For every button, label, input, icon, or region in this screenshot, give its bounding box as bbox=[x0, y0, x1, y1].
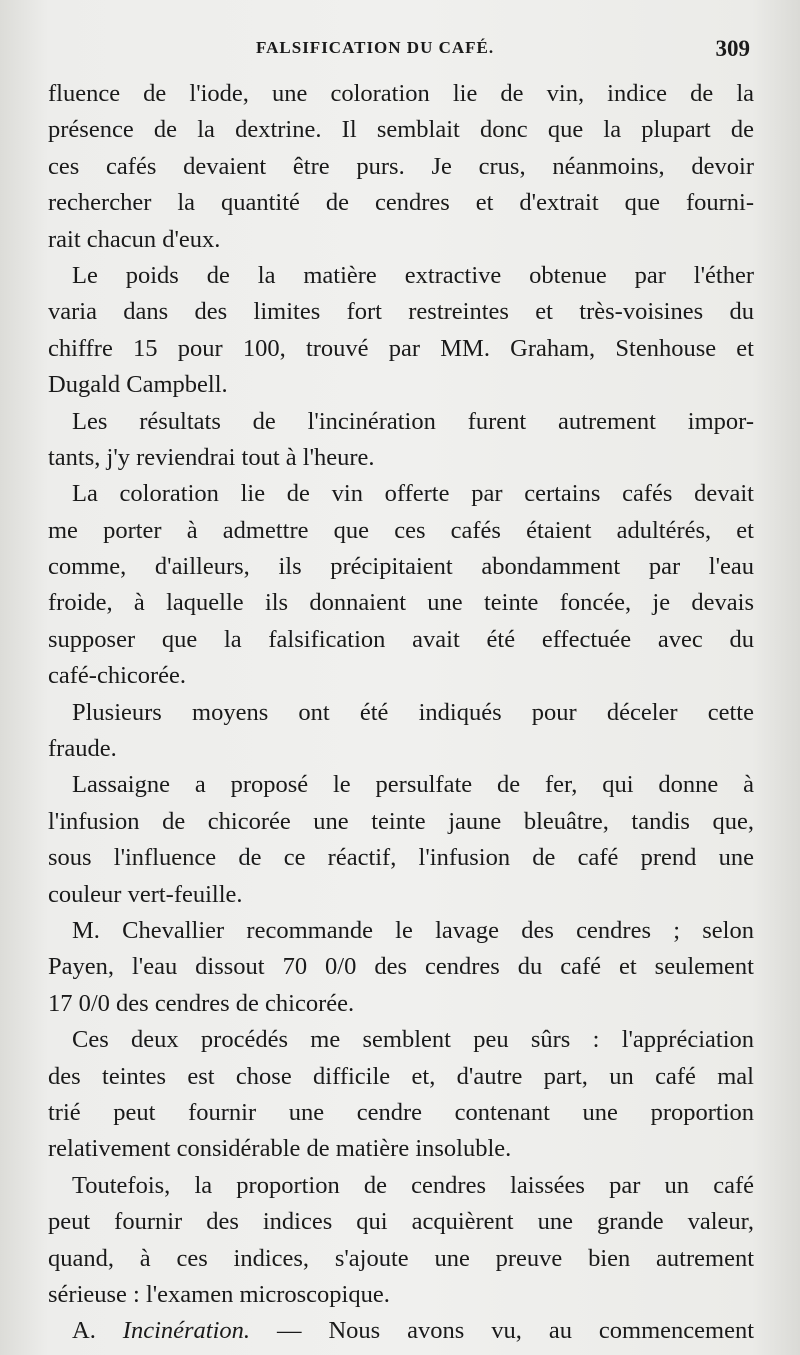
text-line: rechercher la quantité de cendres et d'extrait que fourni- bbox=[48, 189, 754, 217]
section-heading: Incinération. bbox=[122, 1317, 251, 1345]
text-line: Le poids de la matière extractive obtenue par l'éther bbox=[72, 261, 754, 289]
text-line: Plusieurs moyens ont été indiqués pour déceler cette bbox=[72, 698, 754, 726]
text-line: supposer que la falsification avait été effectuée avec du bbox=[48, 625, 754, 653]
body-text bbox=[48, 76, 754, 1350]
text-line: rait chacun d'eux. bbox=[48, 225, 221, 253]
text-line: comme, d'ailleurs, ils précipitaient abondamment par l'eau bbox=[48, 553, 754, 581]
text-line: quand, à ces indices, s'ajoute une preuve bien autrement bbox=[48, 1244, 754, 1272]
text-line: relativement considérable de matière insoluble. bbox=[48, 1135, 512, 1163]
text-line: l'infusion de chicorée une teinte jaune bleuâtre, tandis que, bbox=[48, 807, 754, 835]
text-line: ces cafés devaient être purs. Je crus, néanmoins, devoir bbox=[48, 152, 754, 180]
text-line: Ces deux procédés me semblent peu sûrs : l'appréciation bbox=[72, 1026, 754, 1054]
text-line: tants, j'y reviendrai tout à l'heure. bbox=[48, 443, 375, 471]
text-line: froide, à laquelle ils donnaient une teinte foncée, je devais bbox=[48, 589, 754, 617]
page-number: 309 bbox=[715, 36, 750, 61]
text-line: Payen, l'eau dissout 70 0/0 des cendres du café et seulement bbox=[48, 953, 754, 981]
text-line: sérieuse : l'examen microscopique. bbox=[48, 1280, 390, 1308]
text-line: fraude. bbox=[48, 735, 117, 763]
running-title: FALSIFICATION DU CAFÉ. bbox=[256, 38, 495, 57]
text-line: Toutefois, la proportion de cendres laissées par un café bbox=[72, 1171, 754, 1199]
section-heading-line bbox=[48, 1313, 754, 1349]
text-line: fluence de l'iode, une coloration lie de vin, indice de la bbox=[48, 80, 754, 107]
text-line: La coloration lie de vin offerte par certains cafés devait bbox=[72, 480, 754, 508]
text-line: trié peut fournir une cendre contenant une proportion bbox=[48, 1098, 754, 1126]
text-line: M. Chevallier recommande le lavage des cendres ; selon bbox=[72, 916, 754, 944]
page-header bbox=[0, 36, 800, 66]
section-text: — Nous avons vu, au commencement bbox=[277, 1317, 755, 1345]
text-line: 17 0/0 des cendres de chicorée. bbox=[48, 989, 355, 1017]
text-line: café-chicorée. bbox=[48, 662, 187, 690]
text-line: me porter à admettre que ces cafés étaient adultérés, et bbox=[48, 516, 754, 544]
text-line: des teintes est chose difficile et, d'autre part, un café mal bbox=[48, 1062, 754, 1090]
text-line: présence de la dextrine. Il semblait donc que la plupart de bbox=[48, 116, 754, 144]
text-line: Dugald Campbell. bbox=[48, 371, 228, 399]
text-line: Les résultats de l'incinération furent autrement impor- bbox=[72, 407, 754, 435]
text-line: sous l'influence de ce réactif, l'infusion de café prend une bbox=[48, 844, 754, 872]
text-line: peut fournir des indices qui acquièrent une grande valeur, bbox=[48, 1208, 754, 1236]
text-line: chiffre 15 pour 100, trouvé par MM. Graham, Stenhouse et bbox=[48, 334, 754, 362]
text-line: couleur vert-feuille. bbox=[48, 880, 243, 908]
text-line: varia dans des limites fort restreintes et très-voisines du bbox=[48, 298, 754, 326]
text-line: Lassaigne a proposé le persulfate de fer, qui donne à bbox=[72, 771, 754, 799]
section-label: A. bbox=[72, 1317, 96, 1345]
